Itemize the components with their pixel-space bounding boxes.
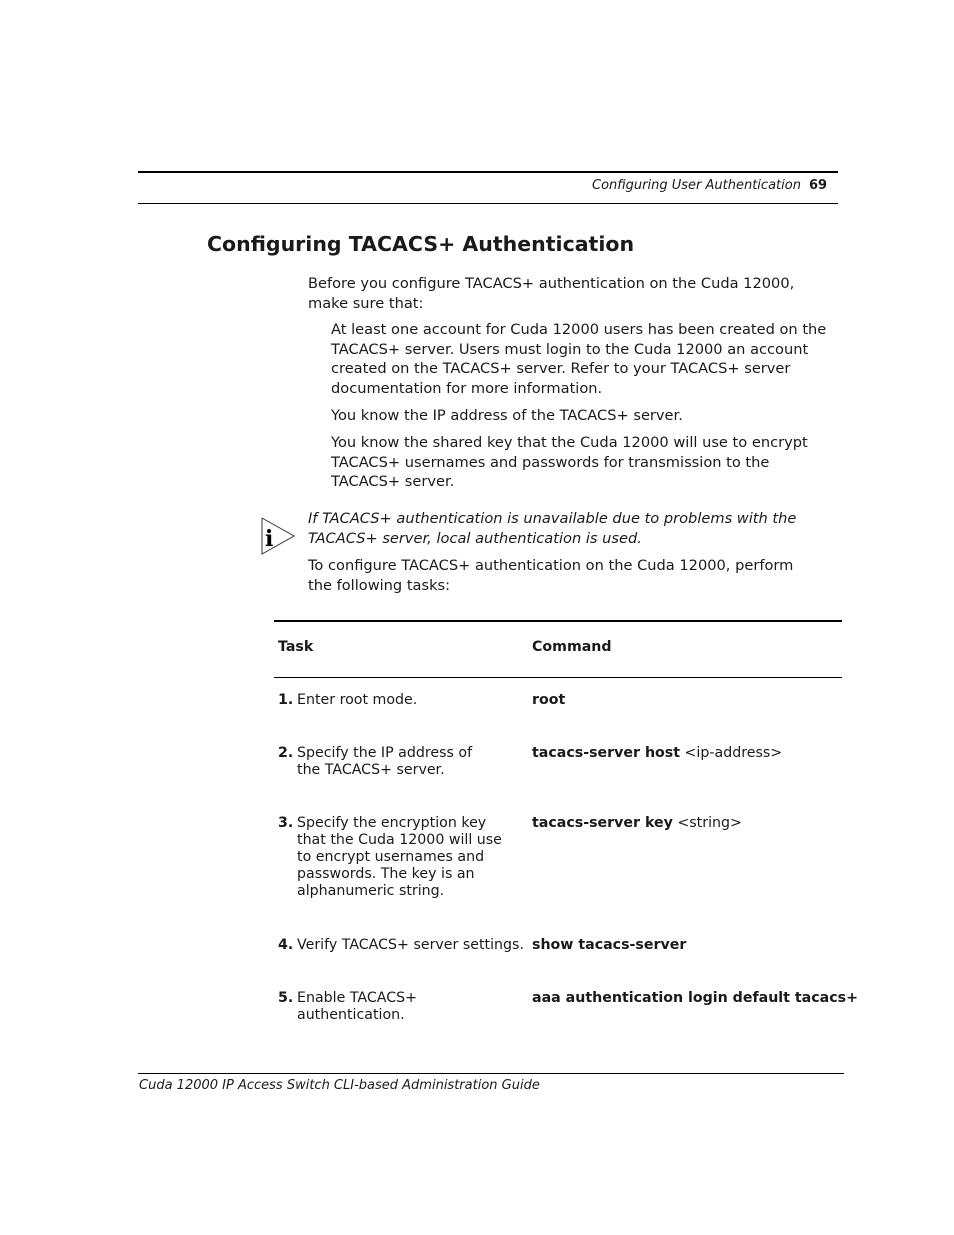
command	[532, 745, 782, 762]
header-section-title: Configuring User Authentication	[592, 178, 801, 193]
command-keyword: tacacs-server key	[532, 815, 673, 831]
task-text: Enter root mode.	[297, 692, 418, 708]
step-number: 2.	[278, 745, 294, 761]
svg-text:i: i	[265, 526, 274, 552]
task-text: Specify the encryption key that the Cuda 12000 will use to encrypt usernames and passwords. The key is an alphanumeric string.	[297, 815, 502, 899]
step-number: 5.	[278, 990, 294, 1006]
note-text: If TACACS+ authentication is unavailable due to problems with the TACACS+ server, local authentication is used.	[308, 510, 797, 547]
command	[532, 815, 742, 832]
command-keyword: tacacs-server host	[532, 745, 681, 761]
command	[532, 692, 565, 709]
command-keyword: aaa authentication login default tacacs+	[532, 990, 858, 1006]
prerequisite-item: You know the IP address of the TACACS+ server.	[331, 407, 683, 424]
page-title: Configuring TACACS+ Authentication	[207, 232, 635, 256]
command-keyword: root	[532, 692, 566, 708]
header-top-rule	[138, 171, 838, 173]
step-number: 4.	[278, 937, 294, 953]
header-bottom-rule	[138, 203, 838, 204]
footer-rule	[138, 1073, 844, 1074]
table-header-rule	[274, 677, 842, 678]
step-number: 3.	[278, 815, 294, 831]
command-argument: <ip-address>	[680, 745, 783, 761]
info-icon	[259, 516, 297, 556]
lead-paragraph: To configure TACACS+ authentication on the Cuda 12000, perform the following tasks:	[308, 557, 794, 594]
prerequisite-item: At least one account for Cuda 12000 users has been created on the TACACS+ server. Users must login to the Cuda 12000 an account created on the TACACS+ server. Refer to your TACACS+ server documentation for more information.	[331, 321, 827, 397]
prerequisite-item: You know the shared key that the Cuda 12000 will use to encrypt TACACS+ usernames and passwords for transmission to the TACACS+ server.	[331, 434, 808, 490]
page-number: 69	[809, 178, 828, 193]
intro-paragraph: Before you configure TACACS+ authentication on the Cuda 12000, make sure that:	[308, 275, 795, 312]
table-top-rule	[274, 620, 842, 622]
command-keyword: show tacacs-server	[532, 937, 687, 953]
command	[532, 937, 686, 954]
task-text: Specify the IP address of the TACACS+ server.	[297, 745, 473, 778]
command	[532, 990, 858, 1007]
table-header-task: Task	[278, 639, 314, 655]
step-number: 1.	[278, 692, 294, 708]
command-argument: <string>	[672, 815, 742, 831]
table-header-command: Command	[532, 639, 612, 655]
task-text: Enable TACACS+ authentication.	[297, 990, 418, 1023]
footer-text: Cuda 12000 IP Access Switch CLI-based Administration Guide	[139, 1078, 540, 1093]
task-text: Verify TACACS+ server settings.	[297, 937, 524, 953]
